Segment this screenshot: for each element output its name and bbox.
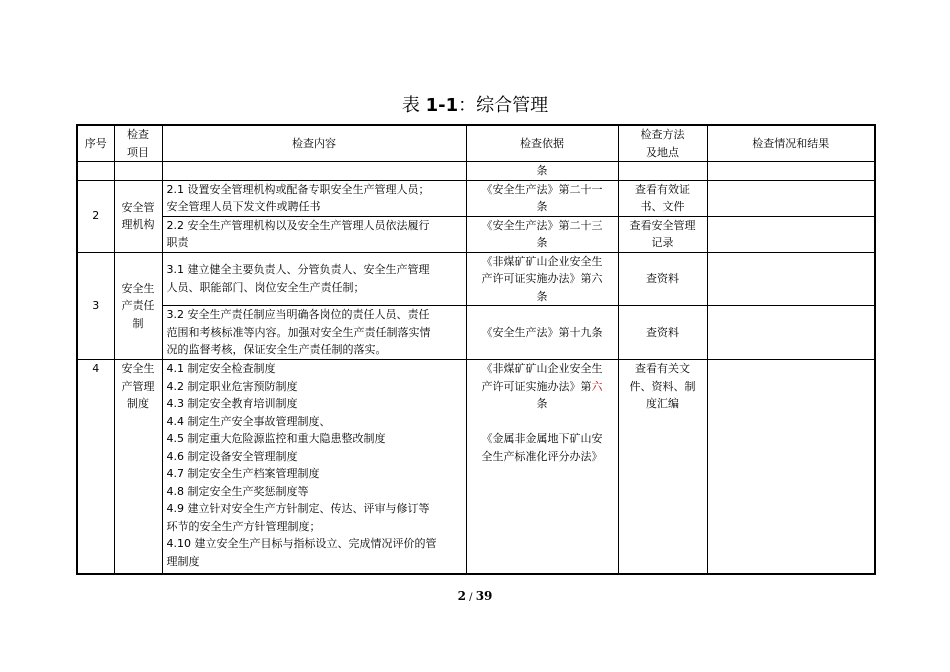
cell-result: [707, 180, 875, 216]
cell-content: 3.1 建立健全主要负责人、分管负责人、安全生产管理 人员、职能部门、岗位安全生产责任制；: [162, 252, 466, 306]
cell-result: [707, 360, 875, 574]
cell-empty: [162, 162, 466, 181]
cell-basis: 《安全生产法》第十九条: [466, 306, 618, 360]
cell-basis: 《非煤矿矿山企业安全生 产许可证实施办法》第六 条: [466, 252, 618, 306]
cell-seq: 3: [77, 252, 114, 360]
cell-basis: 条: [466, 162, 618, 181]
header-seq: 序号: [77, 125, 114, 162]
cell-result: [707, 306, 875, 360]
cell-item: 安全管 理机构: [114, 180, 162, 252]
table-row: [77, 360, 875, 574]
header-result: 检查情况和结果: [707, 125, 875, 162]
cell-method: 查看安全管理 记录: [618, 216, 707, 252]
cell-basis: 《安全生产法》第二十三 条: [466, 216, 618, 252]
cell-empty: [114, 162, 162, 181]
cell-content: 2.1 设置安全管理机构或配备专职安全生产管理人员； 安全管理人员下发文件或聘任书: [162, 180, 466, 216]
cell-basis: 《安全生产法》第二十一 条: [466, 180, 618, 216]
title-suffix: ：综合管理: [458, 95, 549, 116]
cell-result: [707, 252, 875, 306]
cell-method: 查资料: [618, 252, 707, 306]
inspection-table: [76, 124, 876, 575]
cell-result: [707, 162, 875, 181]
table-row: [77, 216, 875, 252]
table-row: [77, 306, 875, 360]
header-basis: 检查依据: [466, 125, 618, 162]
cell-content: 2.2 安全生产管理机构以及安全生产管理人员依法履行 职责: [162, 216, 466, 252]
cell-method: 查看有关文 件、资料、制 度汇编: [618, 360, 707, 574]
cell-method: 查资料: [618, 306, 707, 360]
table-row: [77, 162, 875, 181]
header-row: [77, 125, 875, 162]
cell-seq: 4: [77, 360, 114, 574]
cell-content: 3.2 安全生产责任制应当明确各岗位的责任人员、责任 范围和考核标准等内容。加强对安全生产责任制落实情 况的监督考核，保证安全生产责任制的落实。: [162, 306, 466, 360]
header-method: 检查方法 及地点: [618, 125, 707, 162]
title-prefix: 表: [401, 95, 426, 116]
cell-item: 安全生 产管理 制度: [114, 360, 162, 574]
page-number: 2 / 39: [457, 589, 493, 603]
cell-content: 4.1 制定安全检查制度 4.2 制定职业危害预防制度 4.3 制定安全教育培训制度 4.4 制定生产安全事故管理制度、 4.5 制定重大危险源监控和重大隐患整改制度 4.6 制定设备安全管理制度 4.7 制定安全生产档案管理制度 4.8 制定安全生产奖惩制度等 4.9 建立针对安全生产方针制定、传达、评审与修订等 环节的安全生产方针管理制度； 4.10 建立安全生产目标与指标设立、完成情况评价的管 理制度: [162, 360, 466, 574]
header-content: 检查内容: [162, 125, 466, 162]
cell-result: [707, 216, 875, 252]
table-row: [77, 252, 875, 306]
header-item: 检查 项目: [114, 125, 162, 162]
cell-item: 安全生 产责任 制: [114, 252, 162, 360]
page-title: [0, 94, 950, 118]
title-number: 1-1: [425, 95, 459, 116]
highlighted-text: 六: [591, 379, 603, 393]
cell-empty: [77, 162, 114, 181]
table-row: [77, 180, 875, 216]
cell-method: 查看有效证 书、文件: [618, 180, 707, 216]
cell-seq: 2: [77, 180, 114, 252]
cell-empty: [618, 162, 707, 181]
cell-basis: 《非煤矿矿山企业安全生 产许可证实施办法》第六 条 《金属非金属地下矿山安 全生产标准化评分办法》: [466, 360, 618, 574]
